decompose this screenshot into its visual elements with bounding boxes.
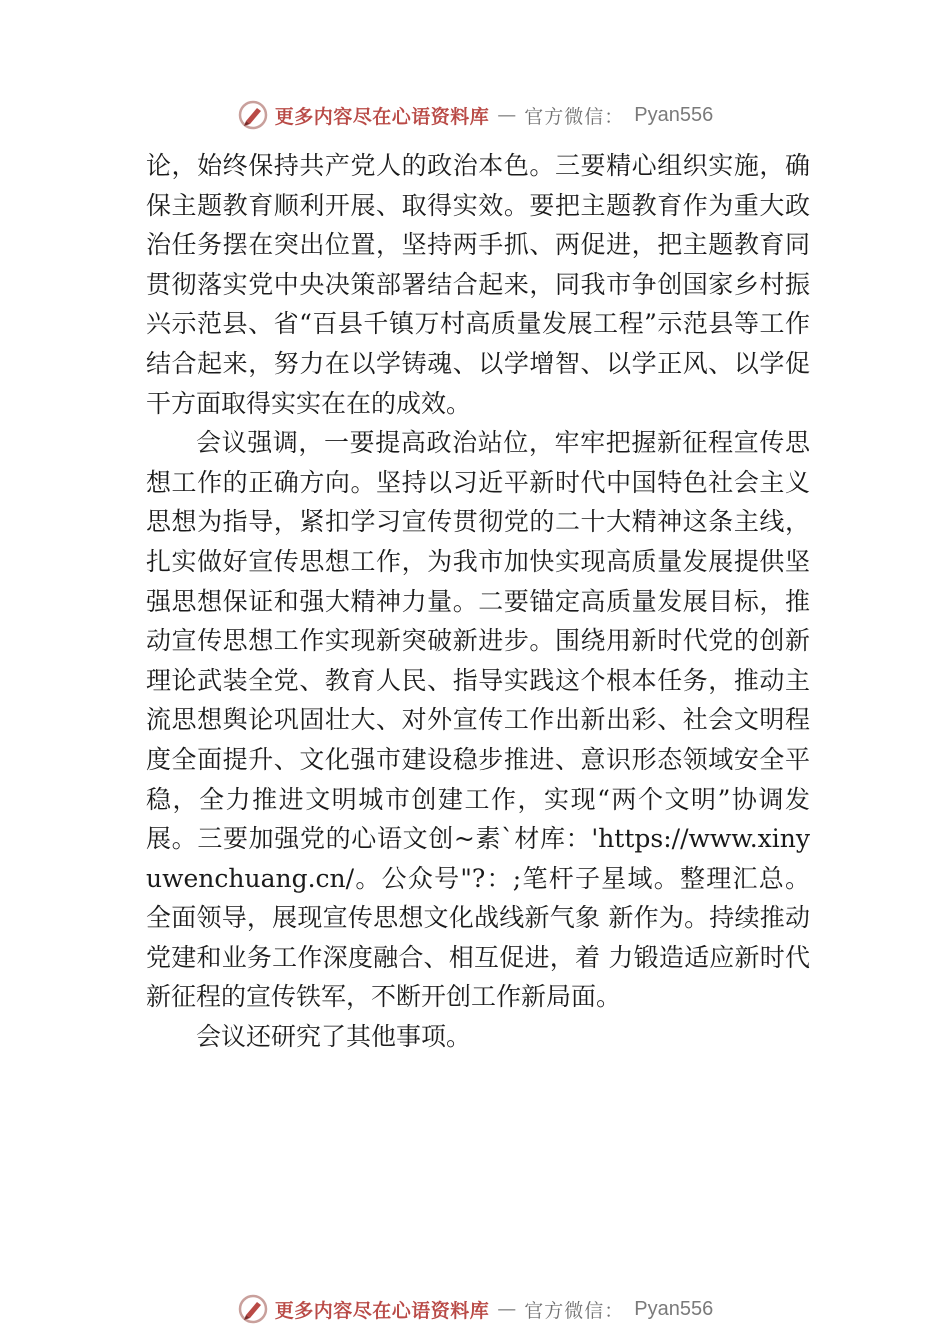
document-body bbox=[146, 146, 810, 1057]
banner-title: 更多内容尽在心语资料库 bbox=[274, 105, 490, 128]
paragraph-2: 会议强调，一要提高政治站位，牢牢把握新征程宣传思想工作的正确方向。坚持以习近平新时代中国特色社会主义思想为指导，紧扣学习宣传贯彻党的二十大精神这条主线，扎实做好宣传思想工作，为我市加快实现高质量发展提供坚强思想保证和强大精神力量。二要锚定高质量发展目标，推动宣传思想工作实现新突破新进步。围绕用新时代党的创新理论武装全党、教育人民、指导实践这个根本任务，推动主流思想舆论巩固壮大、对外宣传工作出新出彩、社会文明程度全面提升、文化强市建设稳步推进、意识形态领域安全平稳，全力推进文明城市创建工作，实现“两个文明”协调发展。三要加强党的心语文创~素`材库：'https://www.xinyuwenchuang.cn/。公众号"?：;笔杆子星域。整理汇总。全面领导，展现宣传思想文化战线新气象 新作为。持续推动党建和业务工作深度融合、相互促进，着 力锻造适应新时代新征程的宣传铁军，不断开创工作新局面。 bbox=[146, 428, 810, 1012]
banner-title: 更多内容尽在心语资料库 bbox=[274, 1299, 490, 1322]
banner-wechat-id: Pyan556 bbox=[634, 1297, 714, 1320]
banner-wechat-id: Pyan556 bbox=[634, 103, 714, 126]
paragraph-1: 论，始终保持共产党人的政治本色。三要精心组织实施，确保主题教育顺利开展、取得实效。要把主题教育作为重大政治任务摆在突出位置，坚持两手抓、两促进，把主题教育同贯彻落实党中央决策部署结合起来，同我市争创国家乡村振兴示范县、省“百县千镇万村高质量发展工程”示范县等工作结合起来，努力在以学铸魂、以学增智、以学正风、以学促干方面取得实实在在的成效。 bbox=[146, 151, 810, 418]
banner-wechat-label: 官方微信： bbox=[524, 105, 625, 128]
paragraph-3: 会议还研究了其他事项。 bbox=[196, 1022, 472, 1052]
banner-dash: — bbox=[497, 1298, 517, 1320]
banner-wechat-label: 官方微信： bbox=[524, 1299, 625, 1322]
pen-logo-icon bbox=[237, 1293, 269, 1325]
banner-dash: — bbox=[497, 104, 517, 126]
header-banner bbox=[0, 95, 950, 135]
pen-logo-icon bbox=[237, 99, 269, 131]
footer-banner bbox=[0, 1289, 950, 1329]
